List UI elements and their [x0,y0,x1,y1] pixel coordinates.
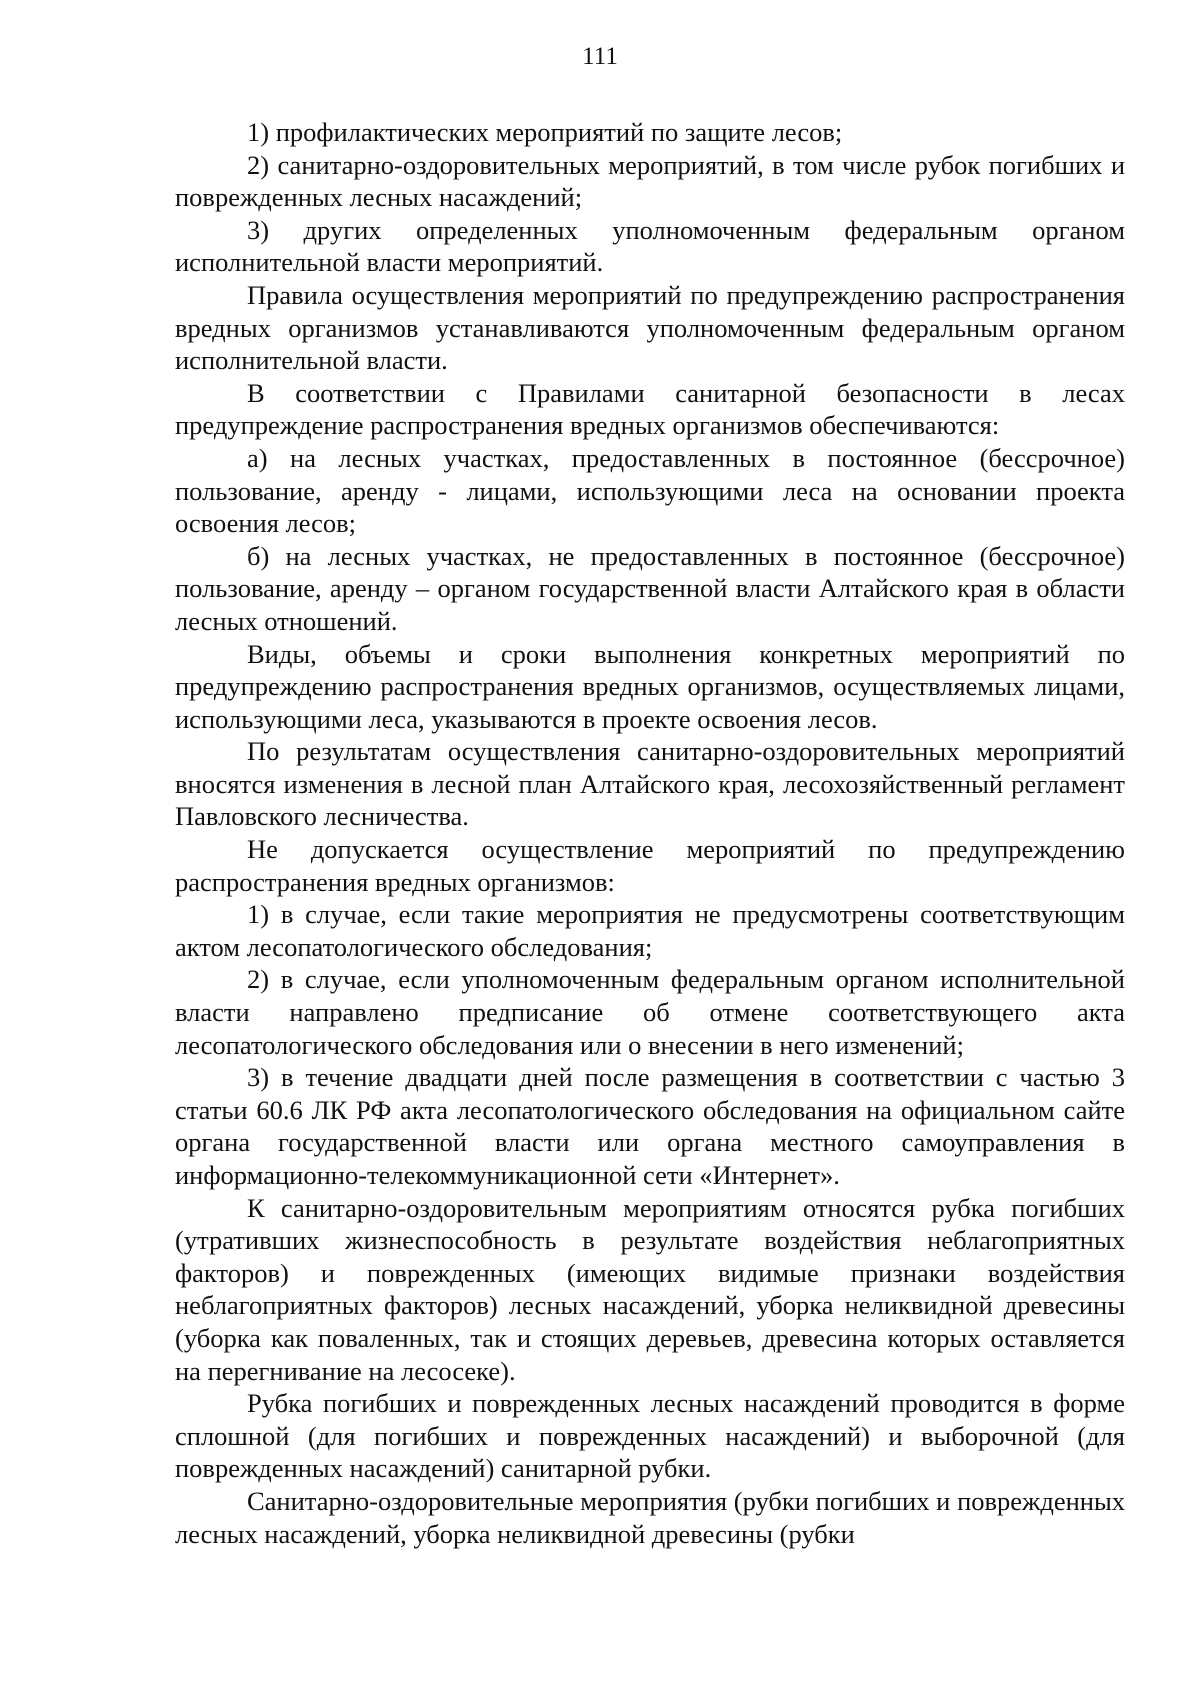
paragraph-item-1: 1) профилактических мероприятий по защите лесов; [247,117,843,147]
paragraph-item-b: б) на лесных участках, не предоставленных в постоянное (бессрочное) пользование, аренду – органом государственной власти Алтайского края в области лесных отношений. [175,540,1125,636]
paragraph-case-1: 1) в случае, если такие мероприятия не предусмотрены соответствующим актом лесопатологического обследования; [175,899,1125,962]
paragraph-not-allowed: Не допускается осуществление мероприятий по предупреждению распространения вредных организмов: [175,834,1125,897]
paragraph-types-volumes: Виды, объемы и сроки выполнения конкретных мероприятий по предупреждению распространения вредных организмов, осуществляемых лицами, использующими леса, указываются в проекте освоения лесов. [175,638,1125,734]
document-body [175,116,1125,1550]
paragraph-item-3: 3) других определенных уполномоченным федеральным органом исполнительной власти мероприятий. [175,214,1125,278]
paragraph-sanitary-continued: Санитарно-оздоровительные мероприятия (рубки погибших и поврежденных лесных насаждений, уборка неликвидной древесины (рубки [175,1485,1125,1549]
paragraph-case-2: 2) в случае, если уполномоченным федеральным органом исполнительной власти направлено предписание об отмене соответствующего акта лесопатологического обследования или о внесении в него изменений; [175,964,1125,1060]
paragraph-item-2: 2) санитарно-оздоровительных мероприятий, в том числе рубок погибших и поврежденных лесных насаждений; [175,149,1125,213]
paragraph-case-3: 3) в течение двадцати дней после размещения в соответствии с частью 3 статьи 60.6 ЛК РФ акта лесопатологического обследования на официальном сайте органа государственной власти или органа местного самоуправления в информационно-телекоммуникационной сети «Интернет». [175,1062,1125,1190]
paragraph-item-a: а) на лесных участках, предоставленных в постоянное (бессрочное) пользование, аренду - лицами, использующими леса на основании проекта освоения лесов; [175,442,1125,539]
paragraph-results: По результатам осуществления санитарно-оздоровительных мероприятий вносятся изменения в лесной план Алтайского края, лесохозяйственный регламент Павловского лесничества. [175,736,1125,832]
paragraph-felling-form: Рубка погибших и поврежденных лесных насаждений проводится в форме сплошной (для погибших и поврежденных насаждений) и выборочной (для поврежденных насаждений) санитарной рубки. [175,1388,1125,1484]
paragraph-rules: Правила осуществления мероприятий по предупреждению распространения вредных организмов устанавливаются уполномоченным федеральным органом исполнительной власти. [175,279,1125,376]
paragraph-sanitary-measures: К санитарно-оздоровительным мероприятиям относятся рубка погибших (утративших жизнеспособность в результате воздействия неблагоприятных факторов) и поврежденных (имеющих видимые признаки воздействия неблагоприятных факторов) лесных насаждений, уборка неликвидной древесины (уборка как поваленных, так и стоящих деревьев, древесина которых оставляется на перегнивание на лесосеке). [175,1192,1125,1386]
page-number: 111 [582,43,618,70]
paragraph-sanitary-rules: В соответствии с Правилами санитарной безопасности в лесах предупреждение распространения вредных организмов обеспечиваются: [175,377,1125,441]
